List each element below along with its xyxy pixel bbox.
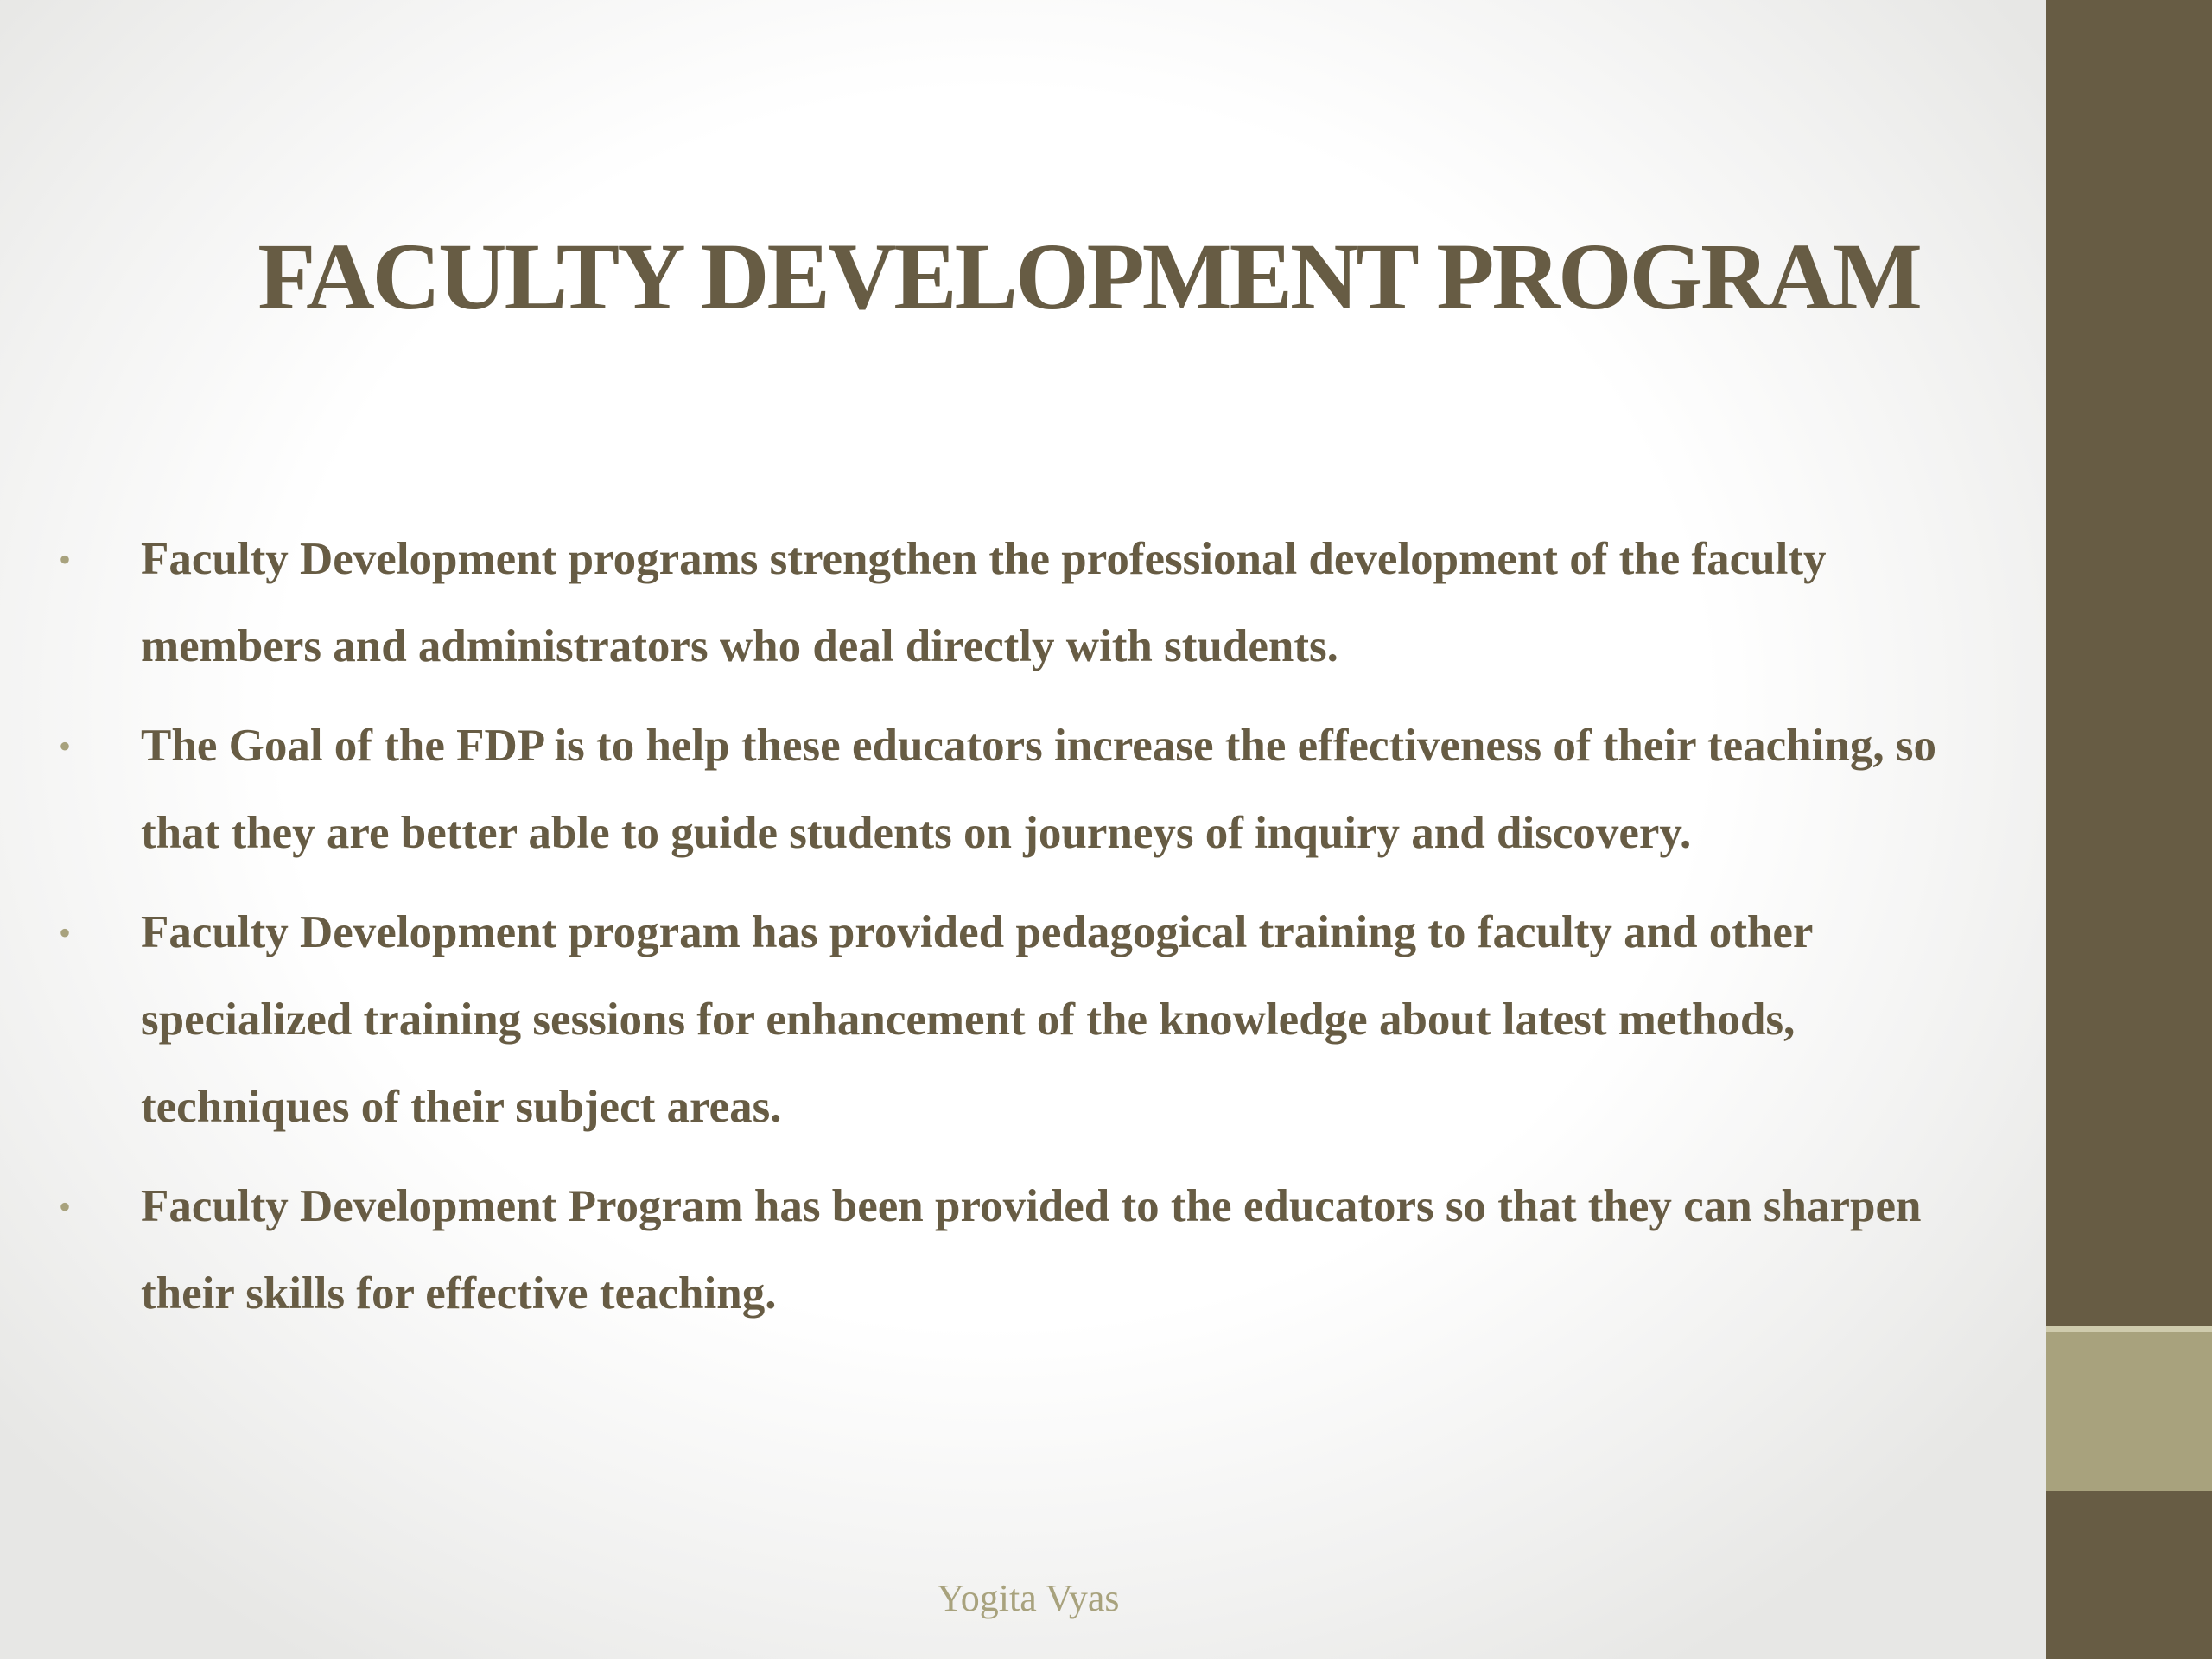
bullet-item-1	[0, 516, 2013, 690]
bullet-item-4	[0, 1163, 2013, 1338]
bullet-item-2	[0, 702, 2013, 877]
bullet-text-3: Faculty Development program has provided pedagogical training to faculty and other specialized training sessions for enhancement of the knowledge about latest methods, techniques of their subject areas.	[141, 907, 1813, 1132]
bullet-dot-icon: •	[59, 1187, 72, 1226]
bullet-dot-icon: •	[59, 913, 72, 952]
bullet-text-2: The Goal of the FDP is to help these educators increase the effectiveness of their teaching, so that they are better able to guide students on journeys of inquiry and discovery.	[141, 721, 1936, 858]
bullet-dot-icon: •	[59, 727, 72, 766]
side-accent-edge	[2046, 1326, 2212, 1332]
bullet-list	[0, 516, 2013, 1350]
bullet-text-1: Faculty Development programs strengthen the professional development of the faculty members and administrators who deal directly with students.	[141, 534, 1827, 671]
bullet-dot-icon: •	[59, 540, 72, 579]
bullet-text-4: Faculty Development Program has been provided to the educators so that they can sharpen their skills for effective teaching.	[141, 1181, 1922, 1319]
bullet-item-3	[0, 889, 2013, 1151]
footer-author: Yogita Vyas	[937, 1577, 1120, 1619]
slide-title: FACULTY DEVELOPMENT PROGRAM	[257, 224, 1920, 329]
side-accent-block	[2046, 1326, 2212, 1491]
